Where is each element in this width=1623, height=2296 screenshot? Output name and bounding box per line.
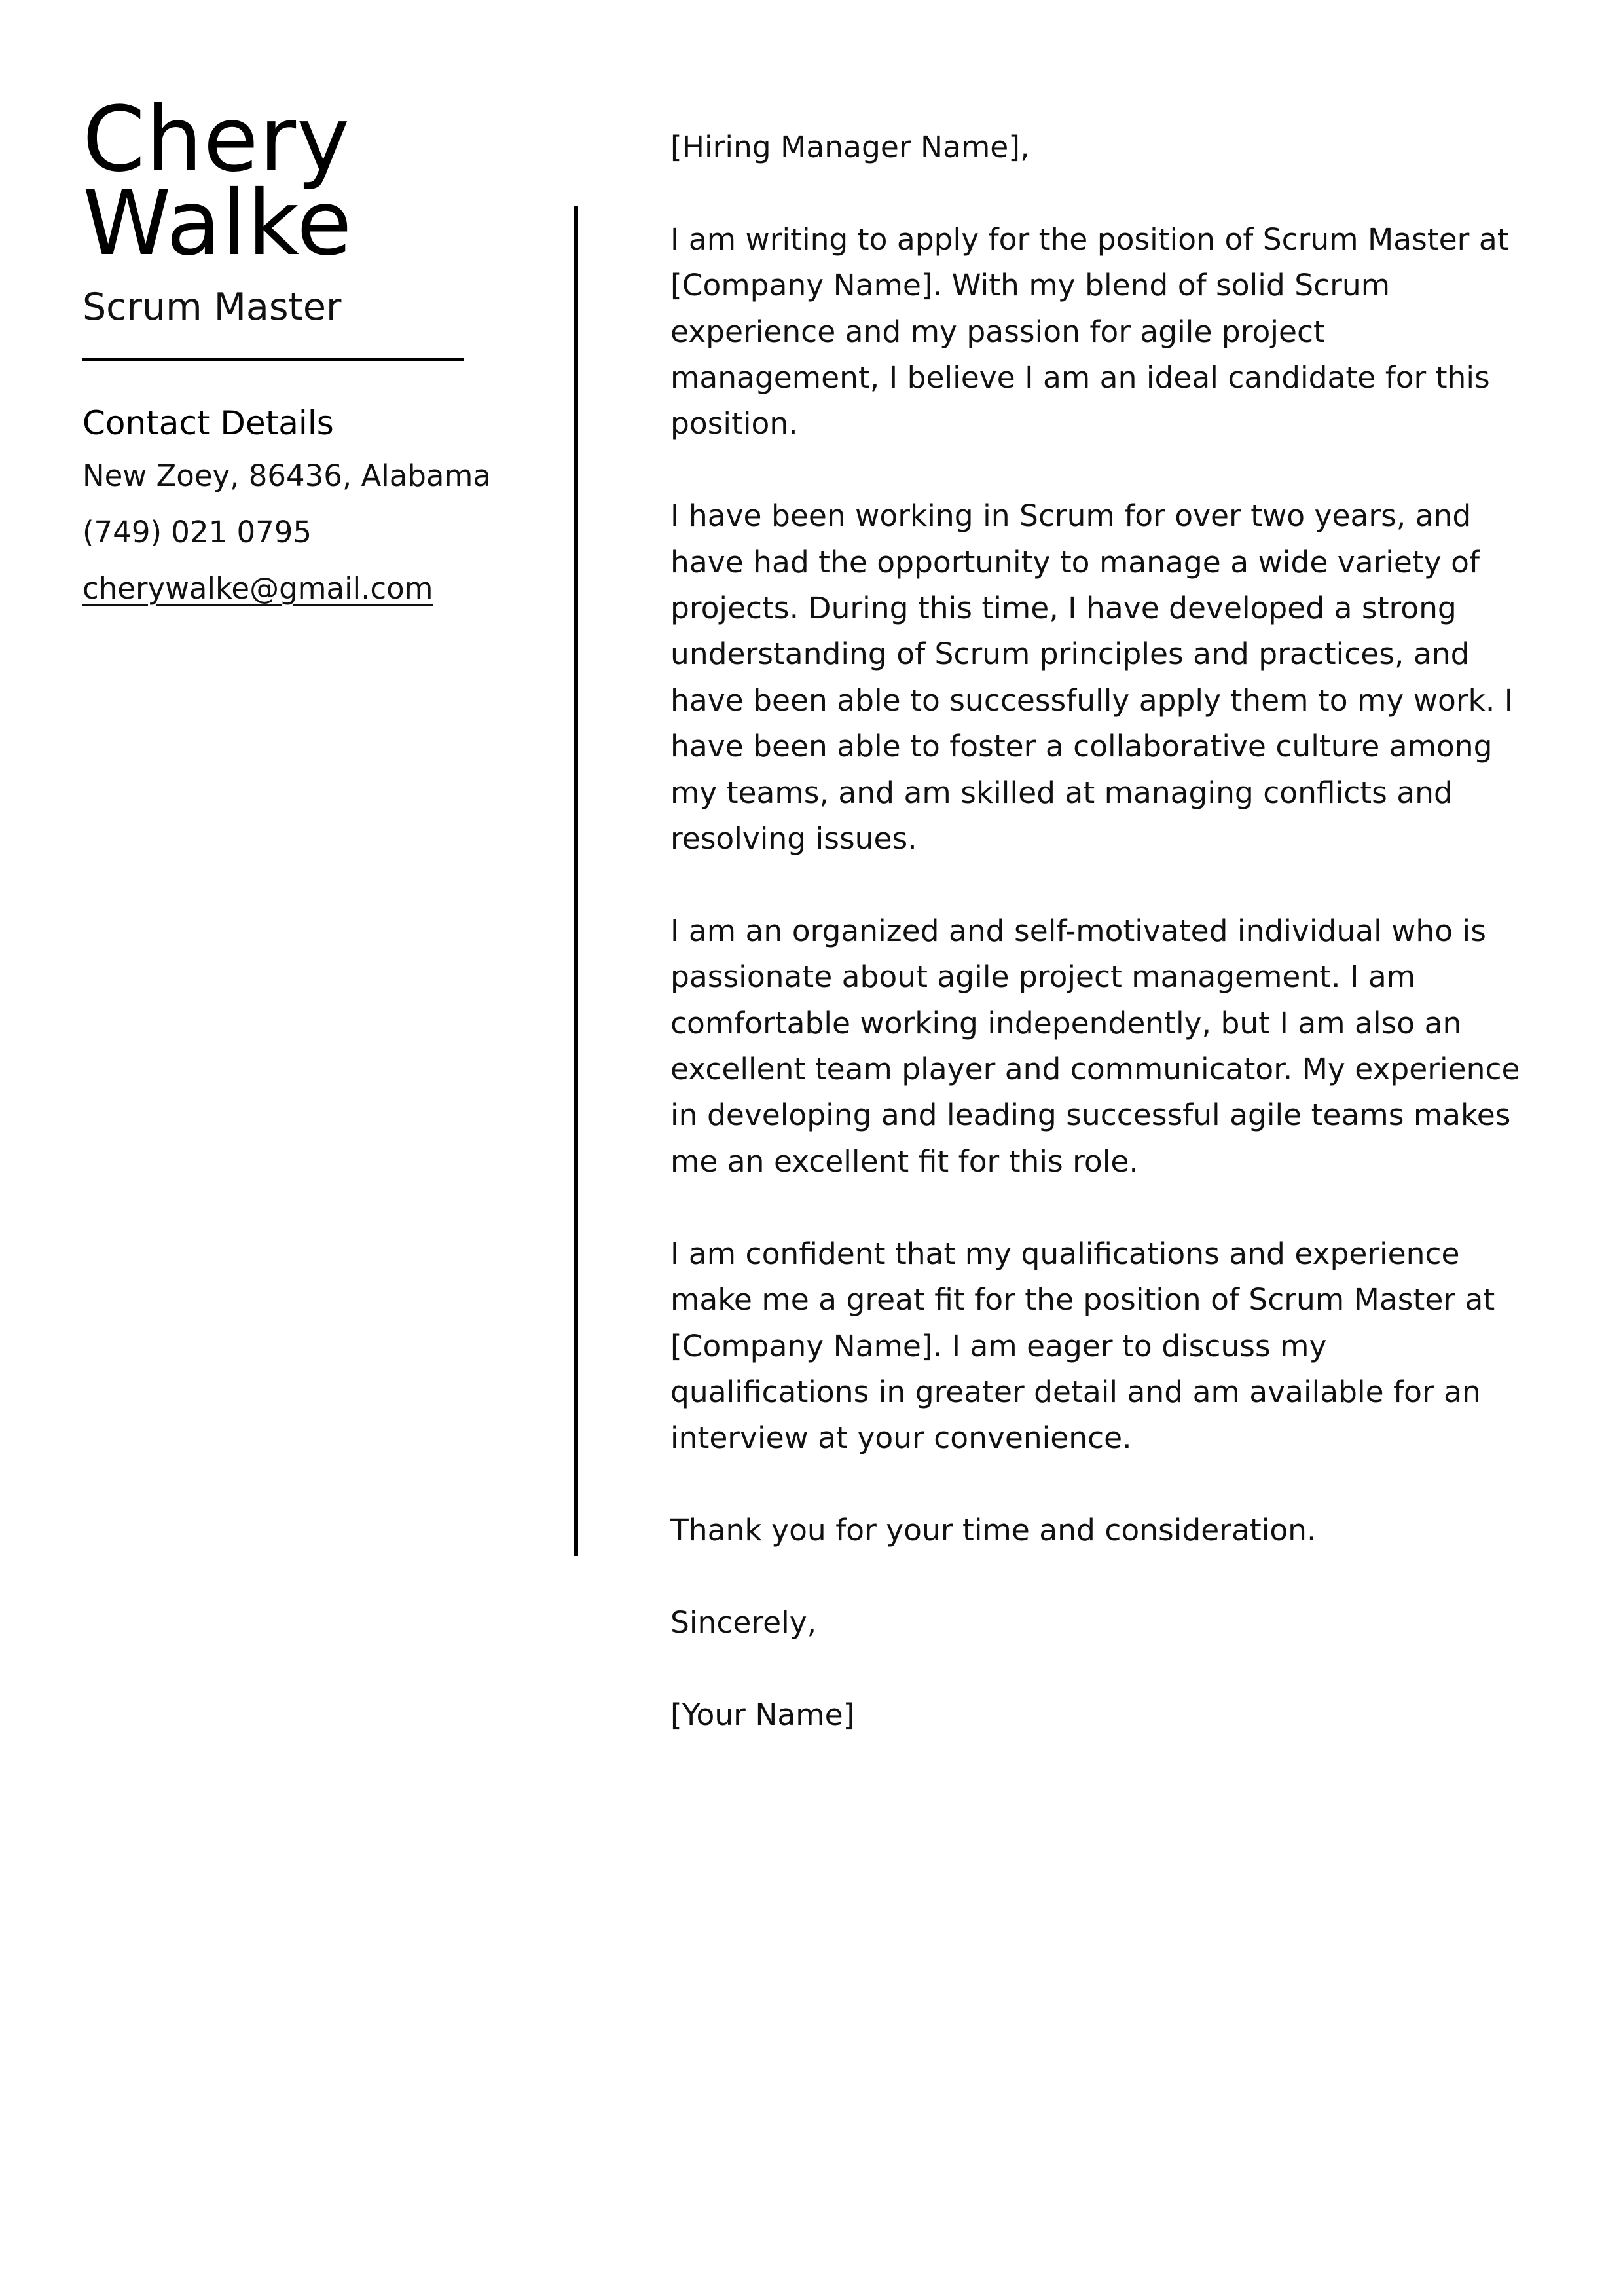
letter-closing: Sincerely, (670, 1604, 817, 1640)
letter-paragraph: Thank you for your time and consideration. (670, 1513, 1317, 1548)
contact-phone: (749) 021 0795 (82, 515, 312, 549)
job-title: Scrum Master (82, 286, 342, 329)
letter-body (670, 124, 1535, 1738)
first-name: Chery (82, 88, 351, 192)
last-name: Walke (82, 172, 353, 276)
letter-paragraph: I have been working in Scrum for over two years, and have had the opportunity to manage a wide variety of projects. During this time, I have developed a strong understanding of Scrum principles and practices, and have been able to successfully apply them to my work. I have been able to foster a collaborative culture among my teams, and am skilled at managing conflicts and resolving issues. (670, 498, 1514, 857)
contact-address: New Zoey, 86436, Alabama (82, 458, 491, 493)
letter-paragraph: I am writing to apply for the position of Scrum Master at [Company Name]. With my blend of solid Scrum experience and my passion for agile project management, I believe I am an ideal candidate for this position. (670, 221, 1509, 441)
letter-paragraph: I am an organized and self-motivated individual who is passionate about agile project management. I am comfortable working independently, but I am also an excellent team player and communicator. My experience in developing and leading successful agile teams makes me an excellent fit for this role. (670, 913, 1520, 1179)
contact-heading: Contact Details (82, 404, 334, 442)
letter-signature: [Your Name] (670, 1697, 855, 1732)
column-divider (574, 206, 578, 1556)
letter-paragraph: I am confident that my qualifications and experience make me a great fit for the position of Scrum Master at [Company Name]. I am eager to discuss my qualifications in greater detail and am available for an interview at your convenience. (670, 1236, 1495, 1456)
sidebar (82, 88, 491, 607)
email-link[interactable]: cherywalke@gmail.com (82, 571, 433, 606)
candidate-name (82, 88, 462, 276)
sidebar-divider (82, 358, 464, 361)
letter-salutation: [Hiring Manager Name], (670, 130, 1030, 164)
